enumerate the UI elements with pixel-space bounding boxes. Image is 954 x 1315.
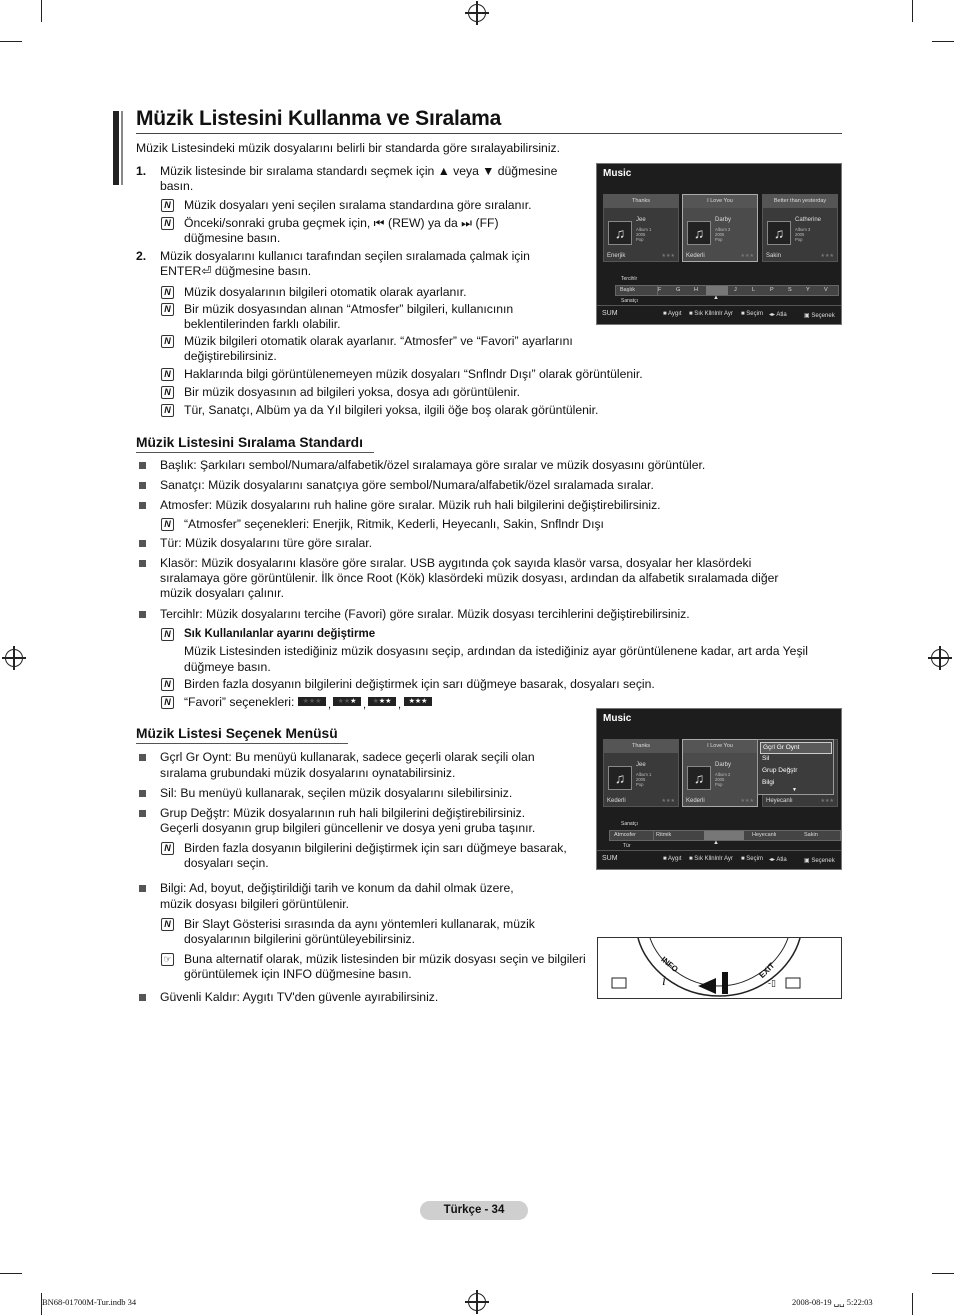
- note-text: Müzik dosyalarının bilgileri otomatik olarak ayarlanır.: [184, 285, 467, 299]
- crop-mark: [0, 1273, 22, 1274]
- bullet-icon: [139, 560, 146, 567]
- note-text: Müzik bilgileri otomatik olarak ayarlanır. “Atmosfer” ve “Favori” ayarlarını: [184, 334, 573, 348]
- title-underline: [136, 133, 842, 134]
- sort-option[interactable]: Tercihlr: [621, 276, 638, 282]
- card-artist: Jee: [636, 217, 646, 223]
- star-rating-icon: ★★★: [740, 253, 754, 259]
- star-rating-2-icon: ★★★: [368, 697, 396, 706]
- page-title: Müzik Listesini Kullanma ve Sıralama: [136, 107, 502, 130]
- footer-hint: ■ Sık Kllnlnlr Ayr: [689, 311, 733, 317]
- card-artist: Catherine: [795, 217, 822, 223]
- info-icon: i: [662, 974, 666, 989]
- note-icon: N: [161, 696, 174, 709]
- device-source: SUM: [602, 310, 618, 317]
- title-accent-bar: [121, 111, 123, 185]
- card-mood: Kederli: [686, 253, 705, 259]
- bullet-text: Klasör: Müzik dosyalarını klasöre göre sıralar. USB aygıtında çok sayıda klasör varsa, dosyalar her klasördeki: [160, 556, 752, 570]
- bullet-icon: [139, 790, 146, 797]
- card-artist: Darby: [715, 217, 732, 223]
- bullet-text: Tercihlr: Müzik dosyalarını tercihe (Favori) göre sıralar. Müzik dosyası tercihlerini değiştirebilirsiniz.: [160, 607, 690, 621]
- card-mood: Sakin: [766, 253, 782, 259]
- sort-option[interactable]: Sanatçı: [621, 298, 638, 304]
- popup-item[interactable]: Grup Değştr: [762, 767, 798, 774]
- note-text: Bir müzik dosyasının ad bilgileri yoksa, dosya adı görüntülenir.: [184, 385, 521, 399]
- index-bar[interactable]: F G H J L P S Y V: [657, 285, 839, 296]
- music-card[interactable]: [682, 739, 758, 807]
- bullet-icon: [139, 810, 146, 817]
- music-note-icon: ♫: [608, 221, 632, 245]
- bullet-icon: [139, 994, 146, 1001]
- note-text: Birden fazla dosyanın bilgilerini değiştirmek için sarı düğmeye basarak, dosyaları seçin.: [184, 677, 655, 691]
- step-number: 1.: [136, 164, 147, 178]
- exit-icon: -▯: [768, 978, 776, 988]
- bullet-text: müzik dosyaları çalınır.: [160, 586, 284, 600]
- note-text: “Atmosfer” seçenekleri: Enerjik, Ritmik, Kederli, Heyecanlı, Sakin, Snflndr Dışı: [184, 517, 604, 531]
- bullet-text: Tür: Müzik dosyalarını türe göre sıralar.: [160, 536, 373, 550]
- note-text: Müzik dosyaları yeni seçilen sıralama standardına göre sıralanır.: [184, 198, 532, 212]
- card-meta: Album 3 2005 Pop: [795, 227, 811, 242]
- title-accent-bar: [113, 111, 119, 185]
- note-text: dosyaları seçin.: [184, 856, 269, 870]
- footer-hint: ◂▸ Atla: [769, 312, 787, 318]
- options-popup[interactable]: [757, 739, 834, 795]
- screen-title: Music: [603, 168, 632, 179]
- bullet-text: Atmosfer: Müzik dosyalarını ruh haline göre sıralar. Müzik ruh hali bilgilerini değiştirebilirsiniz.: [160, 498, 661, 512]
- sort-option[interactable]: Sanatçı: [621, 821, 638, 827]
- bullet-text: sıralamaya göre görüntülenir. İlk önce Root (Kök) klasördeki müzik dosyası, ardından da alfabetik sıralamada diğer: [160, 571, 779, 585]
- music-note-icon: ♫: [687, 221, 711, 245]
- note-text: beklentilerinden farklı olabilir.: [184, 317, 341, 331]
- star-rating-icon: ★★★: [661, 798, 675, 804]
- registration-mark-icon: [5, 649, 23, 667]
- bullet-text: Güvenli Kaldır: Aygıtı TV'den güvenle ayırabilirsiniz.: [160, 990, 439, 1004]
- note-text: “Favori” seçenekleri:: [184, 695, 295, 709]
- star-rating-icon: ★★★: [740, 798, 754, 804]
- arrow-down-icon: ▼: [792, 787, 797, 793]
- footer-hint: ■ Aygıt: [663, 856, 682, 862]
- note-icon: N: [161, 404, 174, 417]
- note-text: Bir Slayt Gösterisi sırasında da aynı yöntemleri kullanarak, müzik: [184, 917, 535, 931]
- step-number: 2.: [136, 249, 147, 263]
- popup-item[interactable]: Gçrl Gr Oynt: [760, 742, 832, 754]
- bullet-text: Sanatçı: Müzik dosyalarını sanatçıya göre sembol/Numara/alfabetik/özel sıralamada sıralar.: [160, 478, 654, 492]
- crop-mark: [0, 41, 22, 42]
- registration-mark-icon: [468, 4, 486, 22]
- hand-note-icon: ☞: [161, 953, 174, 966]
- music-note-icon: ♫: [608, 766, 632, 790]
- bullet-icon: [139, 885, 146, 892]
- music-card[interactable]: [603, 739, 679, 807]
- note-icon: N: [161, 368, 174, 381]
- bullet-text: müzik dosyası bilgileri görüntülenir.: [160, 897, 349, 911]
- crop-mark: [932, 41, 954, 42]
- sort-selected[interactable]: Başlık: [615, 285, 659, 296]
- registration-mark-icon: [468, 1293, 486, 1311]
- info-button[interactable]: INFO: [659, 954, 680, 975]
- sort-option[interactable]: Tür: [623, 843, 631, 849]
- card-meta: Album 1 2005 Pop: [636, 227, 652, 242]
- music-screen-1: [596, 163, 842, 325]
- bullet-icon: [139, 482, 146, 489]
- card-header: I Love You: [683, 740, 757, 753]
- remote-illustration: [597, 937, 842, 999]
- step-text: Müzik dosyalarını kullanıcı tarafından seçilen sıralamada çalmak için: [160, 249, 530, 263]
- card-header: Better than yesterday: [763, 195, 837, 208]
- footer-hint: ■ Seçim: [741, 856, 763, 862]
- note-text: Buna alternatif olarak, müzik listesinden bir müzik dosyası seçin ve bilgileri: [184, 952, 586, 966]
- bullet-text: Grup Değştr: Müzik dosyalarının ruh hali bilgilerini değiştirebilirsiniz.: [160, 806, 526, 820]
- star-rating-icon: ★★★: [661, 253, 675, 259]
- card-artist: Darby: [715, 762, 732, 768]
- card-mood: Kederli: [607, 798, 626, 804]
- registration-mark-icon: [931, 649, 949, 667]
- star-rating-1-icon: ★★★: [333, 697, 361, 706]
- music-card[interactable]: [682, 194, 758, 262]
- note-icon: N: [161, 199, 174, 212]
- card-meta: Album 2 2005 Pop: [715, 772, 731, 787]
- footer-hint: ■ Aygıt: [663, 311, 682, 317]
- music-card[interactable]: [762, 194, 838, 262]
- step-text: ENTER⏎ düğmesine basın.: [160, 264, 312, 278]
- star-rating-icon: ★★★: [820, 253, 834, 259]
- popup-item[interactable]: Bilgi: [762, 779, 775, 786]
- note-text: Birden fazla dosyanın bilgilerini değiştirmek için sarı düğmeye basarak,: [184, 841, 567, 855]
- crop-mark: [41, 0, 42, 22]
- bullet-text: sıralama grubundaki müzik dosyalarını oynatabilirsiniz.: [160, 766, 456, 780]
- exit-button[interactable]: EXIT: [757, 961, 777, 980]
- star-rating-icon: ★★★: [820, 798, 834, 804]
- note-icon: N: [161, 386, 174, 399]
- print-file-info: BN68-01700M-Tur.indb 34: [42, 1297, 137, 1307]
- card-meta: Album 1 2005 Pop: [636, 772, 652, 787]
- group-bar[interactable]: Ritmik Heyecanlı Sakin: [653, 830, 841, 841]
- arrow-up-icon: ▲: [713, 840, 719, 846]
- intro-text: Müzik Listesindeki müzik dosyalarını belirli bir standarda göre sıralayabilirsiniz.: [136, 141, 561, 155]
- note-text: Tür, Sanatçı, Albüm ya da Yıl bilgileri yoksa, ilgili öğe boş olarak görüntülenir.: [184, 403, 599, 417]
- heading-underline: [136, 743, 348, 744]
- card-header: Thanks: [604, 195, 678, 208]
- bullet-text: Sil: Bu menüyü kullanarak, seçilen müzik dosyalarını silebilirsiniz.: [160, 786, 513, 800]
- note-icon: N: [161, 842, 174, 855]
- note-text: görüntülemek için INFO düğmesine basın.: [184, 967, 412, 981]
- card-mood: Heyecanlı: [766, 798, 793, 804]
- footer-hint: ◂▸ Atla: [769, 857, 787, 863]
- card-header: Thanks: [604, 740, 678, 753]
- bullet-text: Başlık: Şarkıları sembol/Numara/alfabetik/özel sıralamaya göre sıralar ve müzik dosyasını görüntüler.: [160, 458, 706, 472]
- note-icon: N: [161, 518, 174, 531]
- bullet-icon: [139, 540, 146, 547]
- music-card[interactable]: [603, 194, 679, 262]
- arrow-up-icon: ▲: [713, 295, 719, 301]
- card-artist: Jee: [636, 762, 646, 768]
- bullet-icon: [139, 754, 146, 761]
- music-note-icon: ♫: [767, 221, 791, 245]
- step-text: Müzik listesinde bir sıralama standardı seçmek için ▲ veya ▼ düğmesine: [160, 164, 558, 178]
- bullet-icon: [139, 502, 146, 509]
- star-rating-0-icon: ★★★: [298, 697, 326, 706]
- bullet-text: Bilgi: Ad, boyut, değiştirildiği tarih ve konum da dahil olmak üzere,: [160, 881, 514, 895]
- note-text: değiştirebilirsiniz.: [184, 349, 277, 363]
- bullet-icon: [139, 611, 146, 618]
- note-icon: N: [161, 286, 174, 299]
- note-icon: N: [161, 678, 174, 691]
- screen-title: Music: [603, 713, 632, 724]
- card-mood: Kederli: [686, 798, 705, 804]
- bullet-text: Gçrl Gr Oynt: Bu menüyü kullanarak, sadece geçerli olarak seçili olan: [160, 750, 535, 764]
- heading-underline: [136, 452, 374, 453]
- note-text: düğmeye basın.: [184, 660, 271, 674]
- bullet-text: Geçerli dosyanın grup bilgileri güncellenir ve dosya yeni gruba taşınır.: [160, 821, 536, 835]
- footer-hint: ■ Seçim: [741, 311, 763, 317]
- footer-hint: ▣ Seçenek: [804, 858, 835, 864]
- footer-hint: ▣ Seçenek: [804, 313, 835, 319]
- page-number: Türkçe - 34: [420, 1201, 528, 1220]
- crop-mark: [932, 1273, 954, 1274]
- note-icon: N: [161, 628, 174, 641]
- card-mood: Enerjik: [607, 253, 626, 259]
- music-screen-2: [596, 708, 842, 870]
- note-text: Bir müzik dosyasından alınan “Atmosfer” bilgileri, kullanıcının: [184, 302, 514, 316]
- step-text: basın.: [160, 179, 194, 193]
- note-text: Önceki/sonraki gruba geçmek için, ⏮ (REW) ya da ⏭ (FF): [184, 216, 499, 230]
- footer-hint: ■ Sık Kllnlnlr Ayr: [689, 856, 733, 862]
- bullet-icon: [139, 462, 146, 469]
- note-icon: N: [161, 303, 174, 316]
- popup-item[interactable]: Sil: [762, 755, 770, 762]
- device-source: SUM: [602, 855, 618, 862]
- print-date-info: 2008-08-19 ␣␣ 5:22:03: [792, 1297, 873, 1307]
- note-text: düğmesine basın.: [184, 231, 281, 245]
- crop-mark: [912, 0, 913, 22]
- note-heading: Sık Kullanılanlar ayarını değiştirme: [184, 628, 376, 640]
- sort-selected[interactable]: Atmosfer: [609, 830, 655, 841]
- music-note-icon: ♫: [687, 766, 711, 790]
- card-header: I Love You: [683, 195, 757, 208]
- section-heading: Müzik Listesini Sıralama Standardı: [136, 435, 363, 450]
- section-heading: Müzik Listesi Seçenek Menüsü: [136, 726, 338, 741]
- card-meta: Album 2 2005 Pop: [715, 227, 731, 242]
- note-text: dosyalarının bilgilerini görüntüleyebilirsiniz.: [184, 932, 416, 946]
- crop-mark: [912, 1293, 913, 1315]
- star-rating-3-icon: ★★★: [404, 697, 432, 706]
- note-icon: N: [161, 335, 174, 348]
- note-icon: N: [161, 217, 174, 230]
- note-text: Haklarında bilgi görüntülenemeyen müzik dosyaları “Snflndr Dışı” olarak görüntülenir.: [184, 367, 643, 381]
- note-icon: N: [161, 918, 174, 931]
- note-text: Müzik Listesinden istediğiniz müzik dosyasını seçip, ardından da istediğiniz ayar görüntülenene kadar, art arda Yeşil: [184, 644, 808, 658]
